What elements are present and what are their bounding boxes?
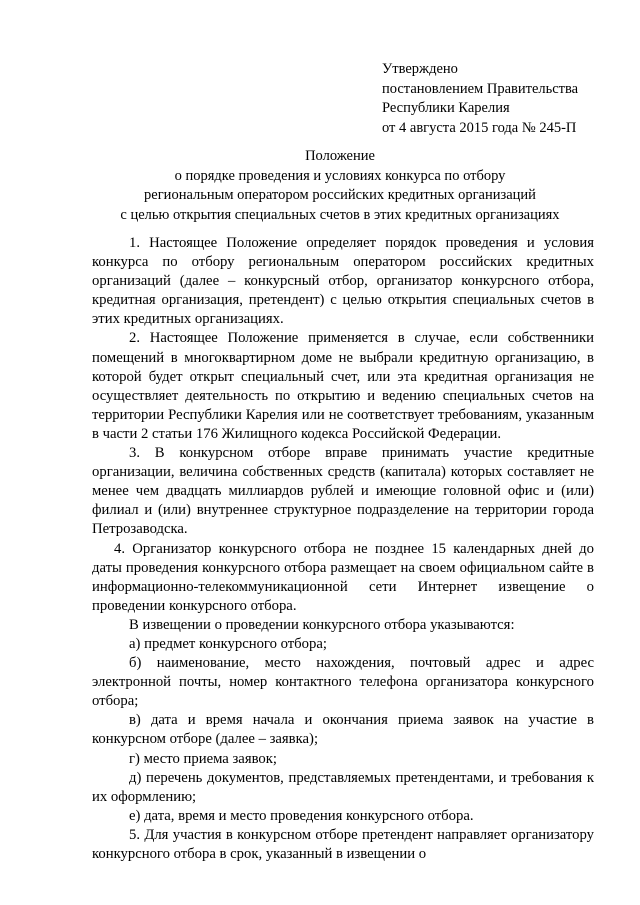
document-title [70, 147, 610, 225]
document-body [92, 234, 594, 864]
notice-item-b: б) наименование, место нахождения, почтовый адрес и адрес электронной почты, номер контактного телефона организатора конкурсного отбора; [92, 655, 594, 710]
notice-item-v: в) дата и время начала и окончания приема заявок на участие в конкурсном отборе (далее – заявка); [92, 712, 594, 748]
approval-line: Республики Карелия [382, 100, 510, 116]
approval-line: постановлением Правительства [382, 80, 579, 97]
notice-intro: В извещении о проведении конкурсного отбора указываются: [129, 616, 515, 633]
notice-item-g: г) место приема заявок; [129, 750, 277, 767]
title-line: региональным оператором российских кредитных организаций [144, 187, 536, 203]
title-line: Положение [305, 148, 375, 164]
notice-item-a: а) предмет конкурсного отбора; [129, 635, 327, 652]
approval-line: Утверждено [382, 61, 458, 77]
approval-line: от 4 августа 2015 года № 245-П [382, 119, 577, 136]
notice-item-d: д) перечень документов, представляемых претендентами, и требования к их оформлению; [92, 769, 594, 805]
paragraph-5: 5. Для участия в конкурсном отборе претендент направляет организатору конкурсного отбора в срок, указанный в извещении о [92, 826, 594, 862]
notice-item-e: е) дата, время и место проведения конкурсного отбора. [129, 807, 474, 824]
approval-stamp [382, 60, 578, 138]
paragraph-4: 4. Организатор конкурсного отбора не позднее 15 календарных дней до даты проведения конкурсного отбора размещает на своем официальном сайте в информационно-телекоммуникационной сети Интернет извещение о проведении конкурсного отбора. [92, 540, 594, 614]
title-line: с целью открытия специальных счетов в этих кредитных организациях [120, 206, 560, 223]
paragraph-2: 2. Настоящее Положение применяется в случае, если собственники помещений в многоквартирном доме не выбрали кредитную организацию, в которой будет открыт специальный счет, или эта кредитная организация не осуществляет деятельность по открытию и ведению специальных счетов на территории Республики Карелия или не соответствует требованиям, указанным в части 2 статьи 176 Жилищного кодекса Российской Федерации. [92, 330, 594, 442]
title-line: о порядке проведения и условиях конкурса по отбору [174, 167, 506, 184]
paragraph-1: 1. Настоящее Положение определяет порядок проведения и условия конкурса по отбору региональным оператором российских кредитных организаций (далее – конкурсный отбор, организатор конкурсного отбора, кредитная организация, претендент) с целью открытия специальных счетов в этих кредитных организациях. [92, 235, 594, 328]
paragraph-3: 3. В конкурсном отборе вправе принимать участие кредитные организации, величина собственных средств (капитала) которых составляет не менее чем двадцать миллиардов рублей и имеющие головной офис и (или) филиал и (или) внутреннее структурное подразделение на территории города Петрозаводска. [92, 445, 594, 538]
